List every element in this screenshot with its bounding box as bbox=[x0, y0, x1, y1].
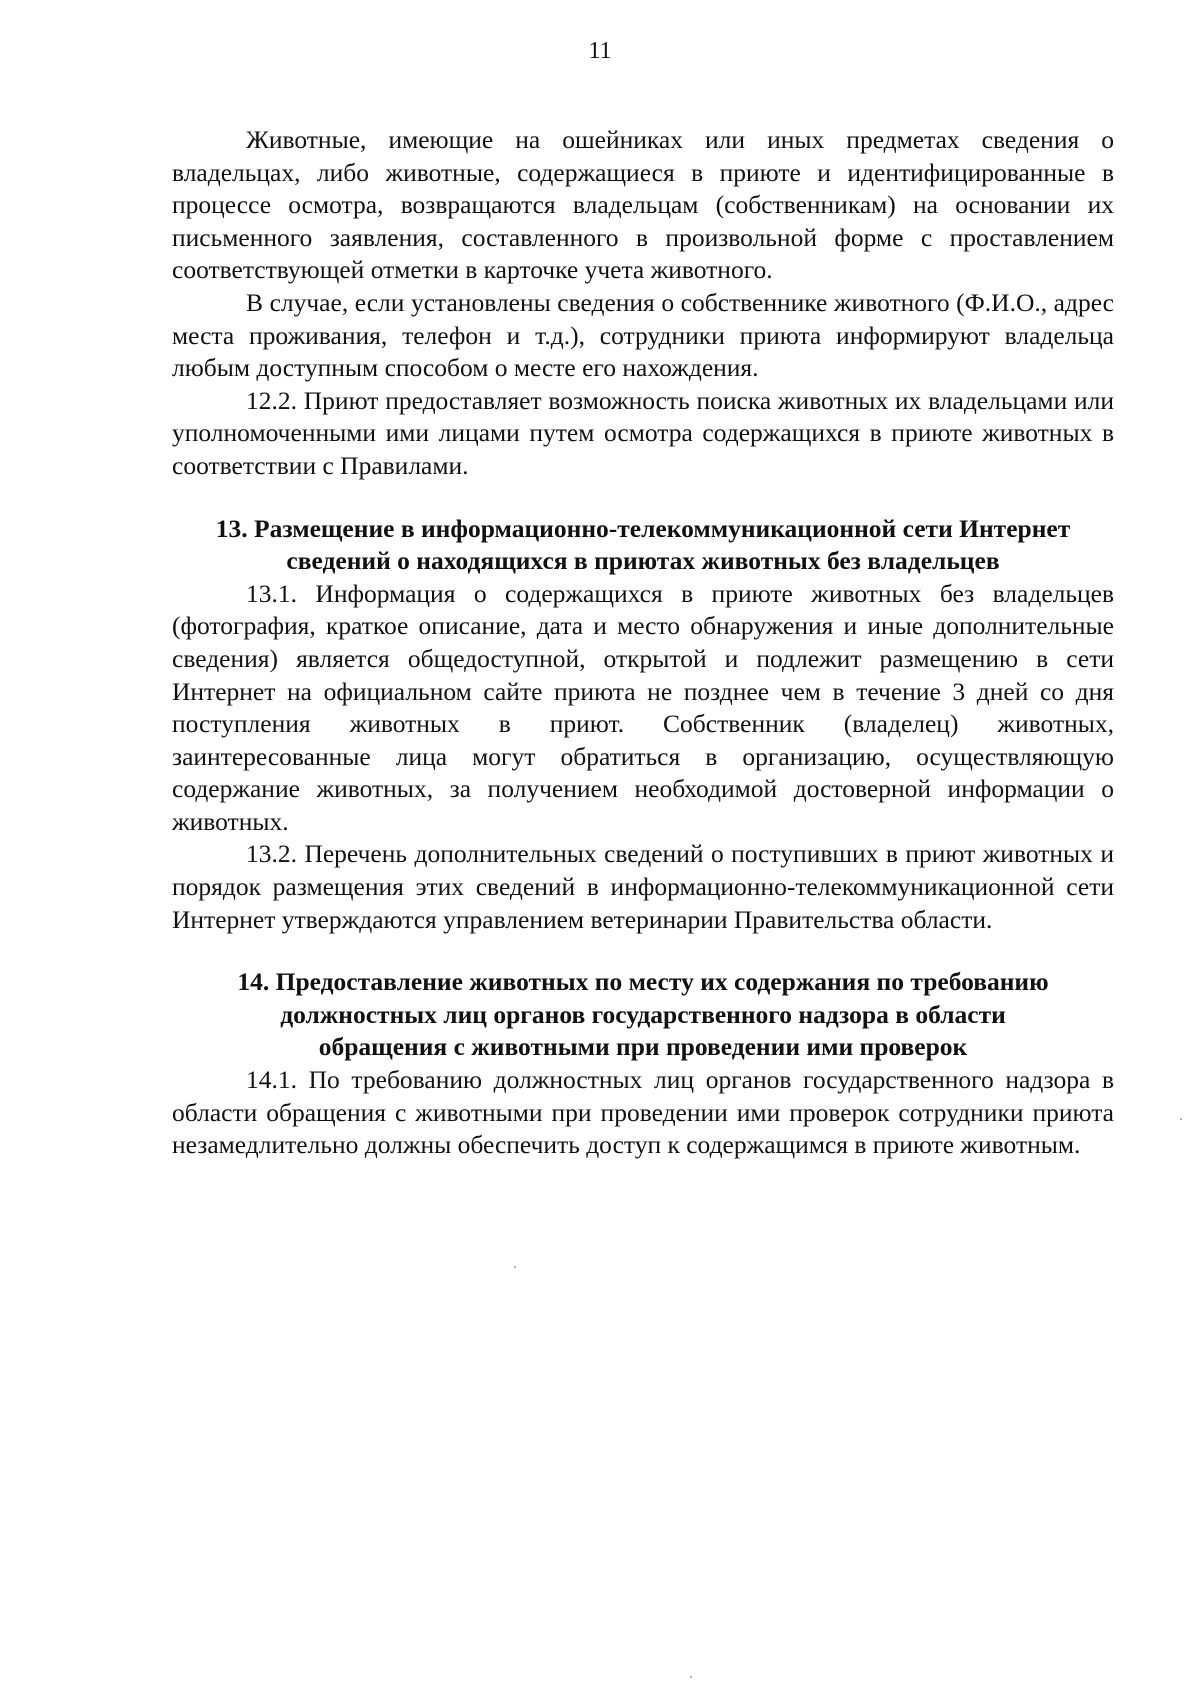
section-spacer bbox=[172, 483, 1114, 513]
paragraph-14-1: 14.1. По требованию должностных лиц органов государственного надзора в области обращения с животными при проведении ими проверок сотрудники приюта незамедлительно должны обеспечить доступ к содержащимся в приюте животным. bbox=[172, 1065, 1114, 1160]
section-13 bbox=[172, 513, 1114, 937]
section-14-heading-line-3: обращения с животными при проведении ими проверок bbox=[318, 1032, 968, 1062]
paragraph-owner-return: Животные, имеющие на ошейниках или иных предметах сведения о владельцах, либо животные, содержащиеся в приюте и идентифицированные в процессе осмотра, возвращаются владельцам (собственникам) на основании их письменного заявления, составленного в произвольной форме с проставлением соответствующей отметки в карточке учета животного. bbox=[172, 125, 1114, 285]
section-spacer bbox=[172, 936, 1114, 966]
section-13-heading-line-2: сведений о находящихся в приютах животных без владельцев bbox=[286, 546, 1000, 576]
scan-speck bbox=[514, 1266, 516, 1268]
paragraph-13-1: 13.1. Информация о содержащихся в приюте животных без владельцев (фотография, краткое описание, дата и место обнаружения и иные дополнительные сведения) является общедоступной, открытой и подлежит размещению в сети Интернет на официальном сайте приюта не позднее чем в течение 3 дней со дня поступления животных в приют. Собственник (владелец) животных, заинтересованные лица могут обратиться в организацию, осуществляющую содержание животных, за получением необходимой достоверной информации о животных. bbox=[172, 578, 1114, 836]
paragraph-13-2: 13.2. Перечень дополнительных сведений о поступивших в приют животных и порядок размещения этих сведений в информационно-телекоммуникационной сети Интернет утверждаются управлением ветеринарии Правительства области. bbox=[172, 839, 1114, 934]
section-14 bbox=[172, 966, 1114, 1162]
section-14-heading-line-1: 14. Предоставление животных по месту их содержания по требованию bbox=[237, 967, 1049, 997]
page-number: 11 bbox=[588, 38, 612, 64]
scan-speck bbox=[1180, 1118, 1182, 1120]
paragraph-owner-notification: В случае, если установлены сведения о собственнике животного (Ф.И.О., адрес места проживания, телефон и т.д.), сотрудники приюта информируют владельца любым доступным способом о месте его нахождения. bbox=[172, 287, 1114, 383]
document-body bbox=[172, 124, 1114, 1162]
scan-speck bbox=[690, 1676, 692, 1678]
section-13-heading-line-1: 13. Размещение в информационно-телекоммуникационной сети Интернет bbox=[215, 513, 1071, 543]
section-14-heading-line-2: должностных лиц органов государственного надзора в области bbox=[280, 999, 1006, 1029]
paragraph-12-2: 12.2. Приют предоставляет возможность поиска животных их владельцами или уполномоченными ими лицами путем осмотра содержащихся в приюте животных в соответствии с Правилами. bbox=[172, 385, 1114, 480]
